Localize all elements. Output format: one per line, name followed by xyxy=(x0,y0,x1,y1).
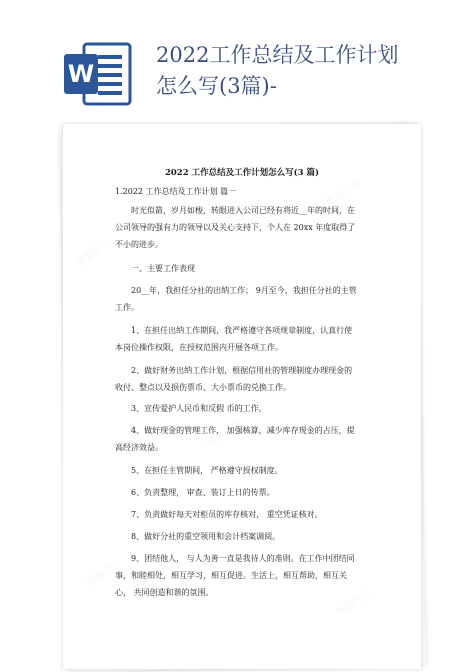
header xyxy=(0,0,474,140)
list-item-7 xyxy=(115,506,371,523)
section-heading xyxy=(115,260,371,277)
document-subtitle: 1.2022 工作总结及工作计划 篇一 xyxy=(115,187,237,196)
word-icon-letter: W xyxy=(67,60,95,88)
page-title xyxy=(156,40,456,102)
paragraph-line: 事，和睦相处，相互学习，相互促进。生活上，相互帮助，相互关 xyxy=(115,571,347,580)
paragraph-line: 5、在担任主管期间， 严格遵守授权制度。 xyxy=(131,466,283,475)
paragraph-intro xyxy=(115,202,371,253)
paragraph-line: 2、做好财务出纳工作计划，根据信用社的管理制度办理现金的 xyxy=(131,366,353,375)
list-item-6 xyxy=(115,484,371,501)
paragraph-line: 4、做好现金的管理工作， 加强核算，减少库存现金的占压，提 xyxy=(131,426,355,435)
paragraph-line: 6、负责整理， 审查、装订上日的传票。 xyxy=(131,488,275,497)
paragraph-line: 高经济效益。 xyxy=(115,443,163,452)
page-title-line-1: 2022工作总结及工作计划 xyxy=(156,43,399,67)
list-item-1 xyxy=(115,322,371,356)
paragraph-roles xyxy=(115,282,371,316)
paragraph-line: 工作。 xyxy=(115,303,139,312)
word-document-icon xyxy=(62,38,134,110)
paragraph-line: 不小的进步。 xyxy=(115,240,163,249)
document-page[interactable]: 熊猫办公 熊猫办公 熊猫办公 熊猫办公 熊猫办公 2022 工作总结及工作计划怎么写(3 篇) 1.2022 工作总结及工作计划 篇一 时光似箭，岁月如梭，转眼进入公司已经有将近__年的时间，在 公司领导的强有力的领导以及关心支持下，个人在 20xx 年度取得了 不小的进步。 一、主要工作表现 20__年，我担任分社的出纳工作； 9月至今，我担任分社的主管 工作。 1、在担任出纳工作期间，我严格遵守各项规章制度，认真行使 本岗位操作权限，在授权范围内开展各项工作。 2、做好财务出纳工作计划，根据信用社的管理制度办理现金的 收付、整点以及损伤票币、大小票币的兑换工作。 3、宣传爱护人民币和反假 币的工作。 4、做好现金的管理工作， 加强核算，减少库存现金的占压，提 高经济效益。 5、在担任主管期间， 严格遵守授权制度。 6、负责整理， 审查、装订上日的传票。 7、负责做好每天对柜员的库存核对， 重空凭证核对。 8、做好分社的重空领用和会计档案调阅。 9、团结他人， 与人为善一直是我待人的准则。在工作中团结同 事，和睦相处，相互学习，相互促进。生活上，相互帮助，相互关 心， 共同创造和谐的氛围。 xyxy=(63,124,421,669)
list-item-2 xyxy=(115,362,371,396)
paragraph-line: 9、团结他人， 与人为善一直是我待人的准则。在工作中团结同 xyxy=(131,554,355,563)
list-item-8 xyxy=(115,528,371,545)
paragraph-line: 时光似箭，岁月如梭，转眼进入公司已经有将近__年的时间，在 xyxy=(131,206,355,215)
page-title-line-2: 怎么写(3篇)- xyxy=(156,74,277,98)
paragraph-line: 1、在担任出纳工作期间，我严格遵守各项规章制度，认真行使 xyxy=(131,326,353,335)
list-item-5 xyxy=(115,462,371,479)
document-title: 2022 工作总结及工作计划怎么写(3 篇) xyxy=(164,168,320,178)
paragraph-line: 收付、整点以及损伤票币、大小票币的兑换工作。 xyxy=(115,383,291,392)
list-item-3 xyxy=(115,400,371,417)
paragraph-line: 7、负责做好每天对柜员的库存核对， 重空凭证核对。 xyxy=(131,510,323,519)
list-item-4 xyxy=(115,422,371,456)
paragraph-line: 本岗位操作权限，在授权范围内开展各项工作。 xyxy=(115,343,283,352)
paragraph-line: 心， 共同创造和谐的氛围。 xyxy=(115,588,214,597)
paragraph-line: 公司领导的强有力的领导以及关心支持下，个人在 20xx 年度取得了 xyxy=(115,223,356,232)
paragraph-line: 20__年，我担任分社的出纳工作； 9月至今，我担任分社的主管 xyxy=(131,286,357,295)
paragraph-line: 3、宣传爱护人民币和反假 币的工作。 xyxy=(131,404,267,413)
paragraph-line: 8、做好分社的重空领用和会计档案调阅。 xyxy=(131,532,281,541)
list-item-9 xyxy=(115,550,371,601)
paragraph-line: 一、主要工作表现 xyxy=(131,264,195,273)
